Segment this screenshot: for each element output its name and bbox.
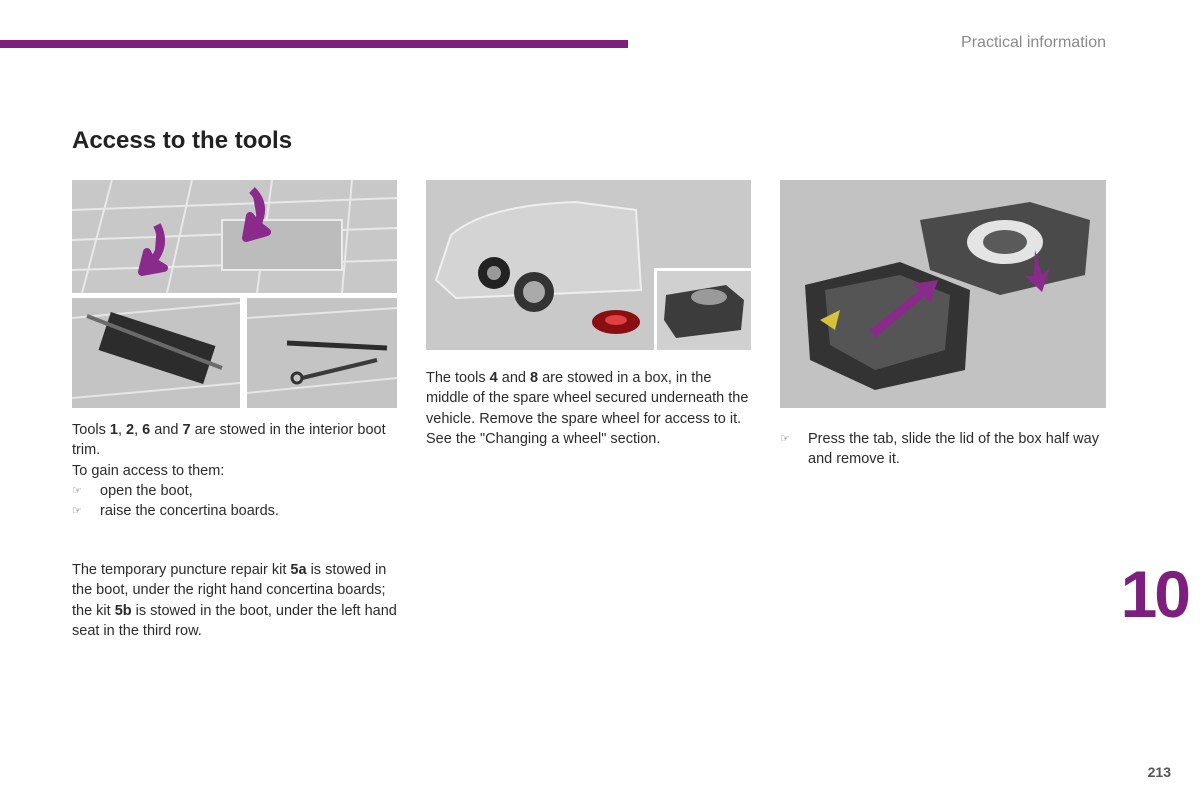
vehicle-spare-wheel-illustration bbox=[426, 180, 751, 350]
pointing-hand-icon: ☞ bbox=[72, 485, 82, 497]
access-steps-list bbox=[72, 481, 397, 522]
left-trim-tools-illustration bbox=[72, 298, 240, 408]
list-item: ☞ Press the tab, slide the lid of the box half way and remove it. bbox=[780, 431, 1099, 468]
boot-floor-illustration bbox=[72, 180, 397, 293]
list-item: ☞ open the boot, bbox=[72, 481, 397, 501]
pointing-hand-icon: ☞ bbox=[72, 505, 82, 518]
page-title: Access to the tools bbox=[72, 127, 293, 154]
section-name: Practical information bbox=[961, 34, 1106, 51]
remove-box-steps bbox=[780, 429, 1100, 470]
header-accent-bar bbox=[0, 40, 628, 48]
tools-location-paragraph: Tools 1, 2, 6 and 7 are stowed in the interior boot trim. To gain access to them: bbox=[72, 422, 386, 479]
right-trim-tools-illustration bbox=[247, 298, 397, 408]
page-number: 213 bbox=[1147, 764, 1171, 780]
list-item: ☞ raise the concertina boards. bbox=[72, 501, 397, 521]
tool-box-illustration bbox=[780, 180, 1106, 408]
pointing-hand-icon: ☞ bbox=[780, 433, 790, 445]
chapter-number: 10 bbox=[1120, 557, 1188, 631]
puncture-kit-paragraph: The temporary puncture repair kit 5a is stowed in the boot, under the right hand concertina boards; the kit 5b is stowed in the boot, under the left hand seat in the third row. bbox=[72, 562, 397, 639]
spare-wheel-tools-paragraph: The tools 4 and 8 are stowed in a box, in the middle of the spare wheel secured underneath the vehicle. Remove the spare wheel for access to it. See the "Changing a wheel" section. bbox=[426, 370, 749, 447]
